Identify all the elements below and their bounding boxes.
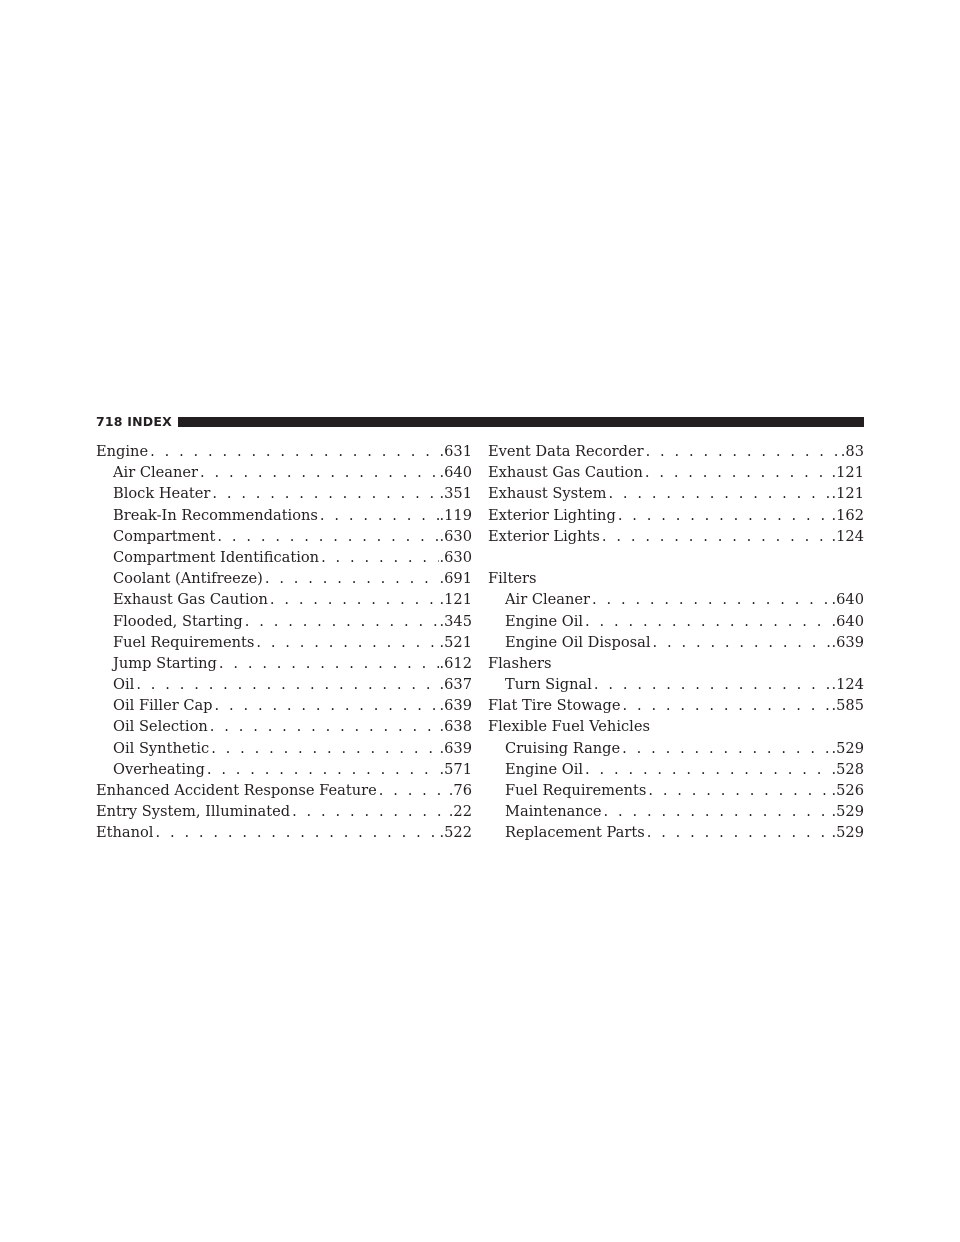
index-column-right: [488, 441, 864, 844]
index-term: Oil Selection: [113, 718, 208, 736]
index-term: Oil: [113, 676, 135, 694]
index-entry: [488, 462, 864, 483]
index-term: Fuel Requirements: [113, 633, 255, 651]
index-term: Break-In Recommendations: [113, 506, 318, 524]
index-page-number[interactable]: .119: [439, 506, 472, 524]
index-subentry: [96, 568, 472, 589]
index-page-number[interactable]: .124: [831, 676, 864, 694]
dot-leader: [155, 822, 438, 843]
index-entry: [488, 441, 864, 462]
index-page-number[interactable]: .345: [439, 612, 472, 630]
index-entry: [488, 568, 864, 589]
dot-leader: [585, 759, 830, 780]
index-term: Flexible Fuel Vehicles: [488, 718, 650, 736]
index-term: Exterior Lighting: [488, 506, 616, 524]
index-subentry: [96, 589, 472, 610]
dot-leader: [207, 759, 439, 780]
section-title: INDEX: [127, 414, 172, 429]
index-page-number[interactable]: .571: [439, 760, 472, 778]
dot-leader: [604, 801, 831, 822]
index-term: Jump Starting: [113, 654, 217, 672]
index-term: Flat Tire Stowage: [488, 697, 621, 715]
dot-leader: [212, 483, 438, 504]
index-page-number[interactable]: .522: [439, 824, 472, 842]
dot-leader: [618, 505, 831, 526]
dot-leader: [136, 674, 438, 695]
index-subentry: [96, 738, 472, 759]
index-entry: [488, 483, 864, 504]
index-entry: [488, 695, 864, 716]
index-term: Overheating: [113, 760, 205, 778]
index-term: Flooded, Starting: [113, 612, 243, 630]
dot-leader: [270, 589, 439, 610]
index-term: Ethanol: [96, 824, 154, 842]
dot-leader: [217, 526, 438, 547]
index-term: Engine Oil: [505, 612, 584, 630]
index-term: Compartment: [113, 527, 216, 545]
index-term: Turn Signal: [505, 676, 592, 694]
dot-leader: [256, 632, 438, 653]
index-page-number[interactable]: .121: [439, 591, 472, 609]
page-header: [96, 415, 864, 429]
index-term: Engine: [96, 443, 149, 460]
index-term: Exhaust System: [488, 485, 607, 503]
dot-leader: [646, 441, 840, 462]
index-term: Engine Oil Disposal: [505, 633, 651, 651]
index-subentry: [96, 695, 472, 716]
index-page-number[interactable]: .585: [831, 697, 864, 715]
index-page-number[interactable]: .121: [831, 464, 864, 482]
index-page-number[interactable]: .529: [831, 803, 864, 821]
index-term: Flashers: [488, 654, 552, 672]
index-term: Maintenance: [505, 803, 602, 821]
index-page-number[interactable]: .630: [439, 548, 472, 566]
index-term: Exhaust Gas Caution: [113, 591, 268, 609]
dot-leader: [265, 568, 439, 589]
index-page-number[interactable]: .640: [831, 591, 864, 609]
dot-leader: [622, 738, 830, 759]
index-term: Air Cleaner: [113, 464, 199, 482]
index-page-number[interactable]: .630: [439, 527, 472, 545]
dot-leader: [219, 653, 439, 674]
dot-leader: [210, 716, 439, 737]
index-page-number[interactable]: .83: [840, 443, 864, 460]
index-subentry: [488, 780, 864, 801]
dot-leader: [585, 611, 830, 632]
dot-leader: [648, 780, 830, 801]
header-rule: [178, 417, 864, 427]
index-page-number[interactable]: .639: [831, 633, 864, 651]
index-subentry: [96, 483, 472, 504]
dot-leader: [211, 738, 438, 759]
index-page-number[interactable]: .691: [439, 570, 472, 588]
dot-leader: [647, 822, 831, 843]
index-entry: [96, 441, 472, 462]
index-term: Exhaust Gas Caution: [488, 464, 643, 482]
index-term: Air Cleaner: [505, 591, 591, 609]
index-page-number[interactable]: .529: [831, 824, 864, 842]
index-page-number[interactable]: .639: [439, 697, 472, 715]
index-term: Enhanced Accident Response Feature: [96, 782, 377, 799]
index-subentry: [488, 632, 864, 653]
index-page-number[interactable]: .640: [831, 612, 864, 630]
index-page-number[interactable]: .637: [439, 676, 472, 694]
dot-leader: [622, 695, 830, 716]
page-number: 718: [96, 414, 123, 429]
index-spacer: [488, 547, 864, 568]
index-entry: [488, 653, 864, 674]
index-term: Cruising Range: [505, 739, 621, 757]
index-subentry: [96, 653, 472, 674]
index-term: Compartment Identification: [113, 548, 320, 566]
dot-leader: [602, 526, 831, 547]
index-term: Exterior Lights: [488, 527, 600, 545]
index-subentry: [488, 611, 864, 632]
index-page-number[interactable]: .22: [448, 803, 472, 821]
index-entry: [96, 822, 472, 843]
index-page-number[interactable]: .521: [439, 633, 472, 651]
index-subentry: [488, 759, 864, 780]
dot-leader: [645, 462, 831, 483]
index-page-number[interactable]: .124: [831, 527, 864, 545]
index-column-left: [96, 441, 472, 844]
dot-leader: [321, 547, 438, 568]
index-subentry: [96, 462, 472, 483]
index-term: Replacement Parts: [505, 824, 645, 842]
index-subentry: [96, 759, 472, 780]
dot-leader: [215, 695, 439, 716]
index-entry: [488, 526, 864, 547]
index-subentry: [488, 674, 864, 695]
dot-leader: [379, 780, 448, 801]
index-page-number[interactable]: .526: [831, 782, 864, 799]
index-page-number[interactable]: .528: [831, 760, 864, 778]
dot-leader: [200, 462, 438, 483]
dot-leader: [653, 632, 831, 653]
index-term: Event Data Recorder: [488, 443, 644, 460]
dot-leader: [245, 611, 439, 632]
index-subentry: [96, 632, 472, 653]
index-term: Filters: [488, 570, 537, 588]
page-header-label: [96, 415, 172, 429]
index-subentry: [96, 674, 472, 695]
index-page-number[interactable]: .631: [439, 443, 472, 460]
index-term: Block Heater: [113, 485, 211, 503]
index-page-number[interactable]: .162: [831, 506, 864, 524]
index-page-number[interactable]: .639: [439, 739, 472, 757]
dot-leader: [150, 441, 438, 462]
index-term: Engine Oil: [505, 760, 584, 778]
dot-leader: [592, 589, 830, 610]
index-subentry: [488, 822, 864, 843]
index-page-number[interactable]: .638: [439, 718, 472, 736]
index-page-number[interactable]: .351: [439, 485, 472, 503]
index-subentry: [96, 716, 472, 737]
index-entry: [488, 505, 864, 526]
index-entry: [488, 716, 864, 737]
index-subentry: [96, 526, 472, 547]
index-subentry: [488, 738, 864, 759]
index-page-number[interactable]: .76: [448, 782, 472, 799]
index-term: Oil Filler Cap: [113, 697, 213, 715]
index-page-number[interactable]: .612: [439, 654, 472, 672]
dot-leader: [320, 505, 439, 526]
index-subentry: [488, 589, 864, 610]
dot-leader: [608, 483, 830, 504]
index-entry: [96, 780, 472, 801]
index-term: Fuel Requirements: [505, 782, 647, 799]
dot-leader: [594, 674, 831, 695]
index-entry: [96, 801, 472, 822]
index-subentry: [96, 611, 472, 632]
dot-leader: [292, 801, 448, 822]
index-subentry: [96, 547, 472, 568]
index-term: Entry System, Illuminated: [96, 803, 291, 821]
index-page-number[interactable]: .640: [439, 464, 472, 482]
index-subentry: [96, 505, 472, 526]
index-page-number[interactable]: .121: [831, 485, 864, 503]
index-term: Coolant (Antifreeze): [113, 570, 263, 588]
index-page-number[interactable]: .529: [831, 739, 864, 757]
index-term: Oil Synthetic: [113, 739, 210, 757]
index-subentry: [488, 801, 864, 822]
